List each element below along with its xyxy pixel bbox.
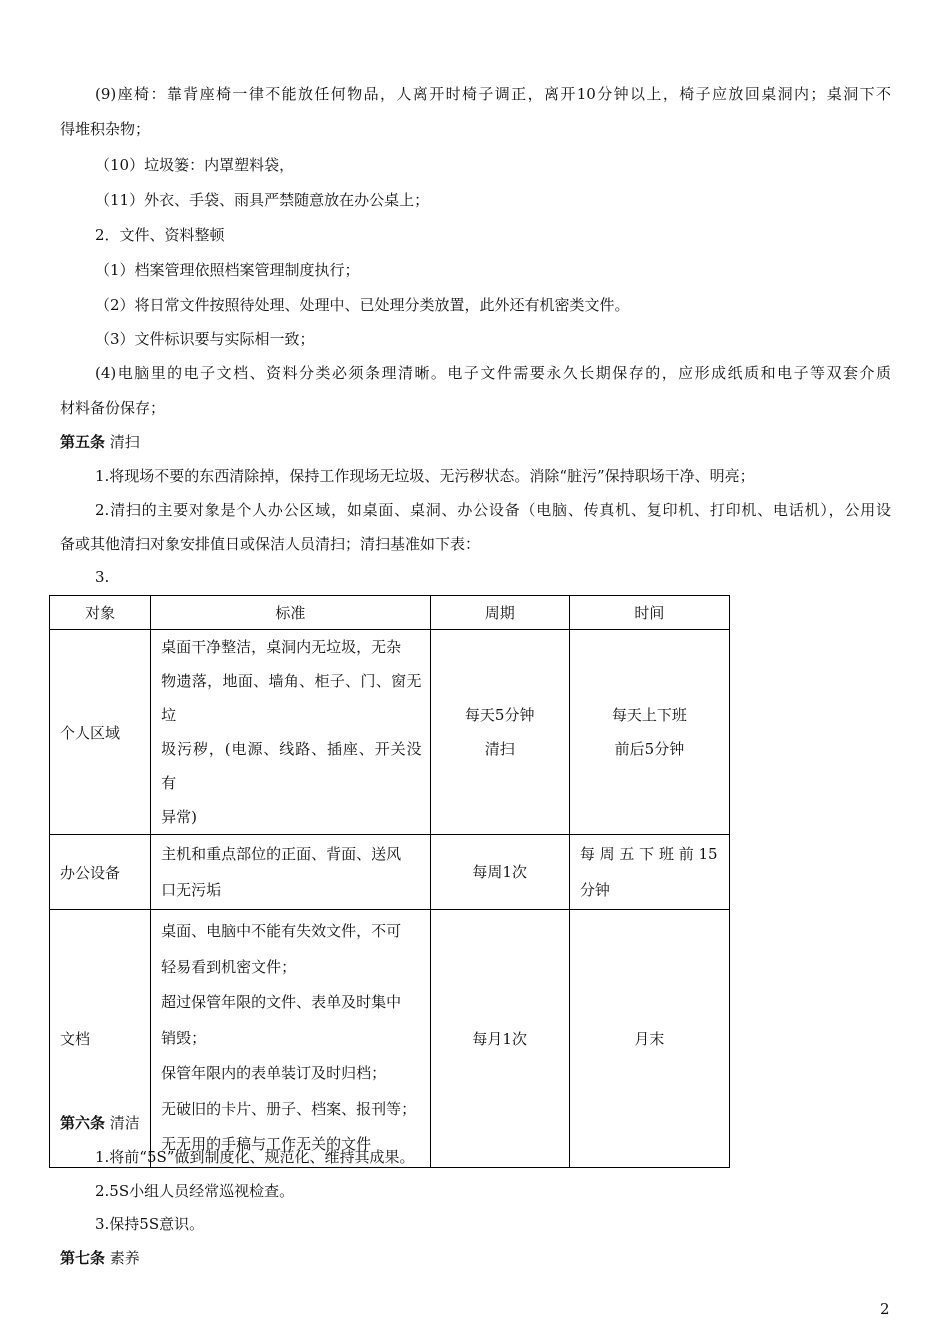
table-cell-standard — [151, 835, 430, 910]
article6-item3: 3.保持5S意识。 — [95, 1215, 205, 1233]
article6-item2: 2.5S小组人员经常巡视检查。 — [95, 1182, 295, 1200]
cycle-line: 每天5分钟 — [464, 706, 535, 724]
paragraph-trash-bin: （10）垃圾篓：内罩塑料袋， — [95, 156, 295, 174]
cycle-line: 每月1次 — [472, 1029, 527, 1048]
time-line: 每 周 五 下 班 前 15 — [579, 845, 718, 863]
article7-heading — [60, 1248, 140, 1268]
article6-item1: 1.将前“5S”做到制度化、规范化、维持其成果。 — [95, 1148, 415, 1166]
table-header-object: 对象 — [50, 596, 151, 630]
article7-label: 第七条 — [60, 1249, 106, 1267]
paragraph-file-organize-heading: 2．文件、资料整顿 — [95, 226, 225, 244]
time-line: 分钟 — [579, 881, 610, 899]
cleaning-standard-table — [49, 595, 730, 1168]
table-cell-cycle — [430, 835, 569, 910]
article6-heading — [60, 1113, 140, 1133]
article7-title: 素养 — [109, 1249, 140, 1267]
table-cell-object: 文档 — [50, 910, 151, 1168]
standard-line: 桌面干净整洁，桌洞内无垃圾，无杂 — [161, 638, 402, 656]
table-header-row — [50, 596, 730, 630]
table-cell-cycle — [430, 630, 569, 835]
paragraph-seat-rule-line2: 得堆积杂物； — [60, 120, 151, 138]
paragraph-file-labels: （3）文件标识要与实际相一致； — [95, 330, 315, 348]
table-cell-cycle — [430, 910, 569, 1168]
article5-item1: 1.将现场不要的东西清除掉，保持工作现场无垃圾、无污秽状态。消除“脏污”保持职场干净、明亮； — [95, 467, 755, 485]
standard-line: 异常) — [161, 808, 198, 826]
cycle-line: 每周1次 — [472, 863, 527, 881]
article5-item3: 3. — [95, 568, 110, 586]
standard-line: 无无用的手稿与工作无关的文件 — [161, 1135, 372, 1154]
paragraph-daily-files: （2）将日常文件按照待处理、处理中、已处理分类放置，此外还有机密类文件。 — [95, 296, 630, 314]
standard-line: 口无污垢 — [161, 881, 222, 899]
time-line: 月末 — [634, 1029, 665, 1048]
page-number: 2 — [880, 1300, 890, 1318]
standard-line: 桌面、电脑中不能有失效文件，不可 — [161, 922, 402, 941]
paragraph-electronic-docs-line2: 材料备份保存； — [60, 399, 166, 417]
table-cell-object: 个人区域 — [50, 630, 151, 835]
cycle-line: 清扫 — [484, 740, 515, 758]
standard-line: 主机和重点部位的正面、背面、送风 — [161, 845, 402, 863]
table-cell-standard — [151, 910, 430, 1168]
standard-line: 物遗落，地面、墙角、柜子、门、窗无垃 — [161, 672, 422, 724]
article6-title: 清洁 — [109, 1114, 140, 1132]
standard-line: 无破旧的卡片、册子、档案、报刊等； — [161, 1099, 417, 1118]
article5-heading — [60, 432, 140, 452]
table-row — [50, 910, 730, 1168]
article5-item2-line2: 备或其他清扫对象安排值日或保洁人员清扫；清扫基准如下表： — [60, 535, 481, 553]
article5-title: 清扫 — [109, 433, 140, 451]
table-cell-standard — [151, 630, 430, 835]
table-row — [50, 630, 730, 835]
table-header-standard: 标准 — [151, 596, 430, 630]
standard-line: 轻易看到机密文件； — [161, 957, 297, 976]
table-header-cycle: 周期 — [430, 596, 569, 630]
paragraph-archive-management: （1）档案管理依照档案管理制度执行； — [95, 261, 360, 279]
article5-item2-line1: 2.清扫的主要对象是个人办公区域，如桌面、桌洞、办公设备（电脑、传真机、复印机、打印机、电话机），公用设 — [95, 501, 891, 519]
time-line: 每天上下班 — [611, 706, 687, 724]
table-cell-time — [569, 630, 729, 835]
paragraph-coats: （11）外衣、手袋、雨具严禁随意放在办公桌上； — [95, 191, 430, 209]
time-line: 前后5分钟 — [614, 740, 685, 758]
standard-line: 销毁； — [161, 1028, 207, 1047]
standard-line: 圾污秽，(电源、线路、插座、开关没有 — [161, 740, 422, 792]
table-cell-time — [569, 835, 729, 910]
standard-line: 保管年限内的表单装订及时归档； — [161, 1064, 387, 1083]
standard-line: 超过保管年限的文件、表单及时集中 — [161, 993, 402, 1012]
article6-label: 第六条 — [60, 1114, 106, 1132]
article5-label: 第五条 — [60, 433, 106, 451]
table-cell-time — [569, 910, 729, 1168]
paragraph-seat-rule-line1: (9)座椅：靠背座椅一律不能放任何物品，人离开时椅子调正，离开10分钟以上，椅子应放回桌洞内；桌洞下不 — [95, 85, 891, 103]
table-header-time: 时间 — [569, 596, 729, 630]
paragraph-electronic-docs-line1: (4)电脑里的电子文档、资料分类必须条理清晰。电子文件需要永久长期保存的，应形成纸质和电子等双套介质 — [95, 364, 891, 382]
table-row — [50, 835, 730, 910]
table-cell-object: 办公设备 — [50, 835, 151, 910]
